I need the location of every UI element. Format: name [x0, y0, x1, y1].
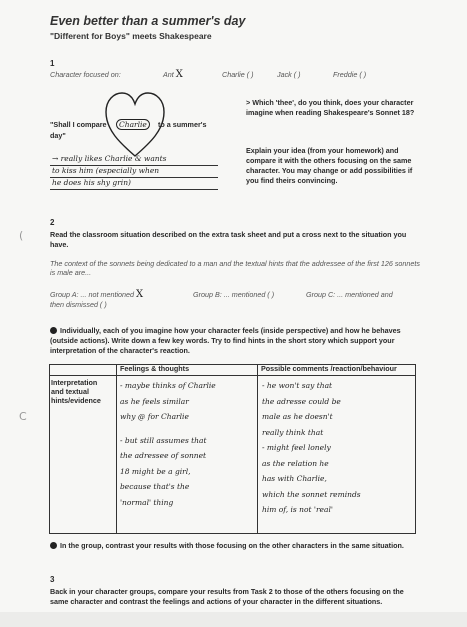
table-header-feelings: Feelings & thoughts — [120, 364, 190, 373]
focus-label: Character focused on: — [50, 70, 121, 79]
comments-line: has with Charlie, — [262, 474, 327, 483]
group-instruction-text: In the group, contrast your results with those focusing on the other characters in the same situation. — [60, 541, 404, 550]
feelings-line: 'normal' thing — [120, 497, 174, 507]
quote-end: day" — [50, 131, 66, 140]
quote-middle: to a summer's — [158, 120, 207, 129]
row-label-line: hints/evidence — [51, 396, 101, 405]
feelings-cell[interactable] — [120, 378, 255, 510]
group-a-option[interactable] — [50, 290, 143, 299]
feelings-line: - maybe thinks of Charlie — [120, 381, 216, 390]
feelings-line: the adressee of sonnet — [120, 451, 207, 460]
option-ant-label: Ant — [163, 70, 174, 79]
comments-cell[interactable] — [262, 378, 412, 518]
option-freddie[interactable]: Freddie ( ) — [333, 70, 367, 79]
feelings-line: why @ for Charlie — [120, 412, 189, 421]
feelings-line: - but still assumes that — [120, 435, 207, 445]
group-c-option-cont: then dismissed ( ) — [50, 300, 107, 309]
instruction-explain: Explain your idea (from your homework) and compare it with the others focusing on the same character. You may change or add possibilities if you find theirs convincing. — [246, 146, 413, 185]
comments-line: as the relation he — [262, 458, 329, 468]
answer-line-3: he does his shy grin) — [52, 178, 131, 187]
table-row-label — [51, 378, 101, 405]
page-title: Even better than a summer's day — [50, 14, 246, 28]
answer-line-1: → really likes Charlie & wants — [52, 154, 167, 163]
feelings-line: because that's the — [120, 482, 190, 491]
answer-line-2: to kiss him (especially when — [52, 166, 160, 175]
section-1-number: 1 — [50, 59, 55, 68]
comments-line: - might feel lonely — [262, 443, 331, 452]
bullet-icon — [50, 327, 57, 334]
margin-mark-paren: ( — [19, 229, 24, 242]
feelings-line: as he feels similar — [120, 396, 189, 406]
option-charlie[interactable]: Charlie ( ) — [222, 70, 254, 79]
group-c-option[interactable]: Group C: ... mentioned and — [306, 290, 393, 299]
margin-mark-c: C — [19, 410, 27, 423]
group-a-mark: X — [136, 289, 144, 300]
scan-edge — [0, 612, 467, 627]
table-header-comments: Possible comments /reaction/behaviour — [261, 364, 397, 373]
row-label-line: Interpretation — [51, 378, 98, 387]
option-jack[interactable]: Jack ( ) — [277, 70, 301, 79]
row-label-line: and textual — [51, 387, 89, 396]
section-2-number: 2 — [50, 218, 55, 227]
comments-line: male as he doesn't — [262, 412, 333, 421]
comments-line: which the sonnet reminds — [262, 489, 361, 499]
individual-instruction-text: Individually, each of you imagine how your character feels (inside perspective) and how he behaves (outside actions). Write down a few key words. Try to find hints in the short story which support your interpretation of the character's reaction. — [50, 326, 401, 355]
comments-line: him of, is not 'real' — [262, 505, 333, 514]
instruction-which-thee: > Which 'thee', do you think, does your character imagine when reading Shakespeare's Sonnet 18? — [246, 98, 415, 117]
group-a-label: Group A: ... not mentioned — [50, 290, 135, 299]
quote-name-handwritten: Charlie — [116, 119, 150, 130]
option-ant-mark: X — [175, 69, 183, 80]
section-3-text: Back in your character groups, compare your results from Task 2 to those of the others focusing on the same character and contrast the feelings and actions of your character in the different situations. — [50, 587, 404, 606]
quote-start: "Shall I compare — [50, 120, 107, 129]
option-ant[interactable] — [163, 70, 183, 79]
bullet-icon — [50, 542, 57, 549]
group-instruction — [50, 541, 420, 551]
feelings-line: 18 might be a girl, — [120, 466, 191, 476]
page-subtitle: "Different for Boys" meets Shakespeare — [50, 31, 212, 41]
comments-line: - he won't say that — [262, 381, 333, 390]
section-3-number: 3 — [50, 575, 55, 584]
section-2-context: The context of the sonnets being dedicated to a man and the textual hints that the addressee of the first 126 sonnets is male are... — [50, 259, 421, 278]
comments-line: the adresse could be — [262, 396, 341, 406]
group-b-option[interactable]: Group B: ... mentioned ( ) — [193, 290, 275, 299]
individual-instruction — [50, 326, 420, 356]
section-2-instruction: Read the classroom situation described on the extra task sheet and put a cross next to the situation you have. — [50, 230, 407, 249]
comments-line: really think that — [262, 427, 324, 437]
